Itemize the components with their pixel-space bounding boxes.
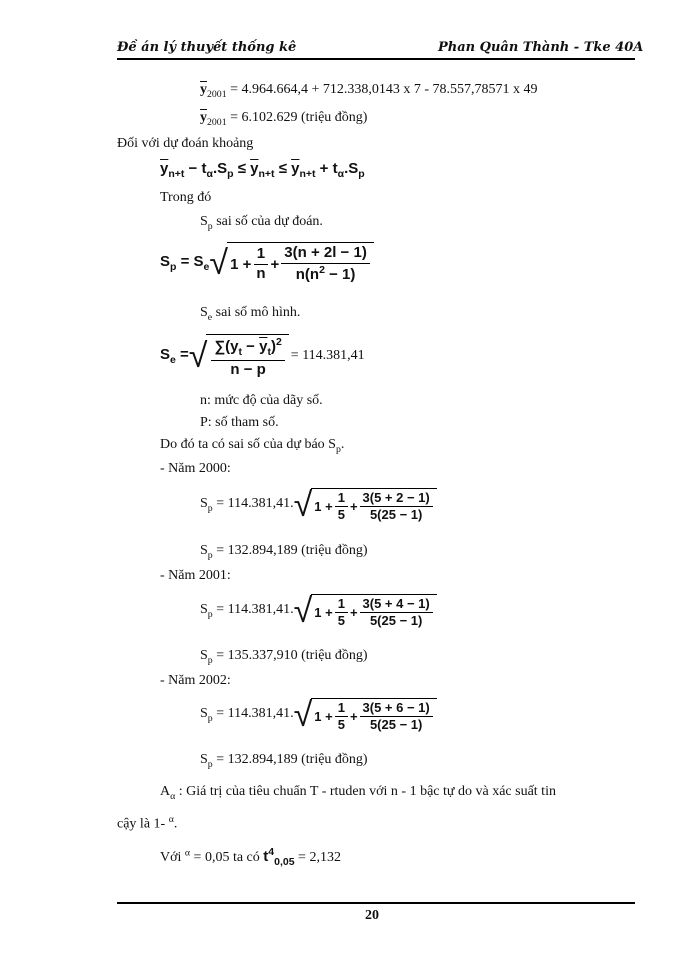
interval-formula: $\overline{y}_{n+t} - t_\alpha.S_p \le \overline{y}_{n+t} \le \overline{y}_{n+t} + t_\alpha.S_p$ [160,160,365,180]
year-2001-label: - Năm 2001: [160,568,231,583]
footer-rule [117,902,635,904]
n-desc: n: mức độ của dãy số. [200,393,323,408]
sp-2000-result: $S_p = 132.894,189$ (triệu đồng) [200,543,368,561]
t-desc-line2: cậy là 1- $^\alpha$. [117,814,178,832]
se-desc: $S_e$ sai số mô hình. [200,305,301,323]
t-desc-line1: $A_\alpha$ : Giá trị của tiêu chuẩn T - rtuden với n - 1 bậc tự do và xác suất tin [160,784,556,802]
sp-2001-result: $S_p = 135.337,910$ (triệu đồng) [200,648,368,666]
header-left: Đề án lý thuyết thống kê [117,40,297,55]
header-rule [117,58,635,60]
sp-formula: $S_p = S_e$ √ 1 + $\frac{1}{n}$ + $\frac{3(n + 2l - 1)}{n(n^2 - 1)}$ [160,242,374,283]
p-desc: P: số tham số. [200,415,279,430]
sp-2002-formula: $S_p = 114.381,41$. √ 1 + $\frac{1}{5}$ + $\frac{3(5 + 6 - 1)}{5(25 - 1)}$ [200,698,437,733]
page-number: 20 [365,908,379,923]
se-formula: $S_e$ = √ $\frac{\sum(y_t - \overline{y}_t)^2}{n - p}$ = 114.381,41 [160,336,365,378]
sp-2002-result: $S_p = 132.894,189$ (triệu đồng) [200,752,368,770]
header-right: Phan Quân Thành - Tke 40A [438,40,644,55]
sp-desc: $S_p$ sai số của dự đoán. [200,214,323,232]
trong-do-text: Trong đó [160,190,212,205]
alpha-line: Với $^\alpha$ = 0,05 ta có $t^4_{0,05} = 2,132$ [160,846,341,868]
forecast-interval-text: Đối với dự đoán khoảng [117,136,254,151]
sp-2000-formula: $S_p = 114.381,41$. √ 1 + $\frac{1}{5}$ + $\frac{3(5 + 2 - 1)}{5(25 - 1)}$ [200,488,437,523]
sp-2001-formula: $S_p = 114.381,41$. √ 1 + $\frac{1}{5}$ + $\frac{3(5 + 4 - 1)}{5(25 - 1)}$ [200,594,437,629]
year-2002-label: - Năm 2002: [160,673,231,688]
year-2000-label: - Năm 2000: [160,461,231,476]
y2001-result: $\overline{y}_{2001} = 6.102.629$ (triệu đồng) [200,110,368,128]
do-do-text: Do đó ta có sai số của dự báo $S_p$. [160,437,345,455]
y2001-equation: $\overline{y}_{2001} = 4.964.664,4 + 712.338,0143$ x 7 - 78.557,78571 x 49 [200,82,538,100]
